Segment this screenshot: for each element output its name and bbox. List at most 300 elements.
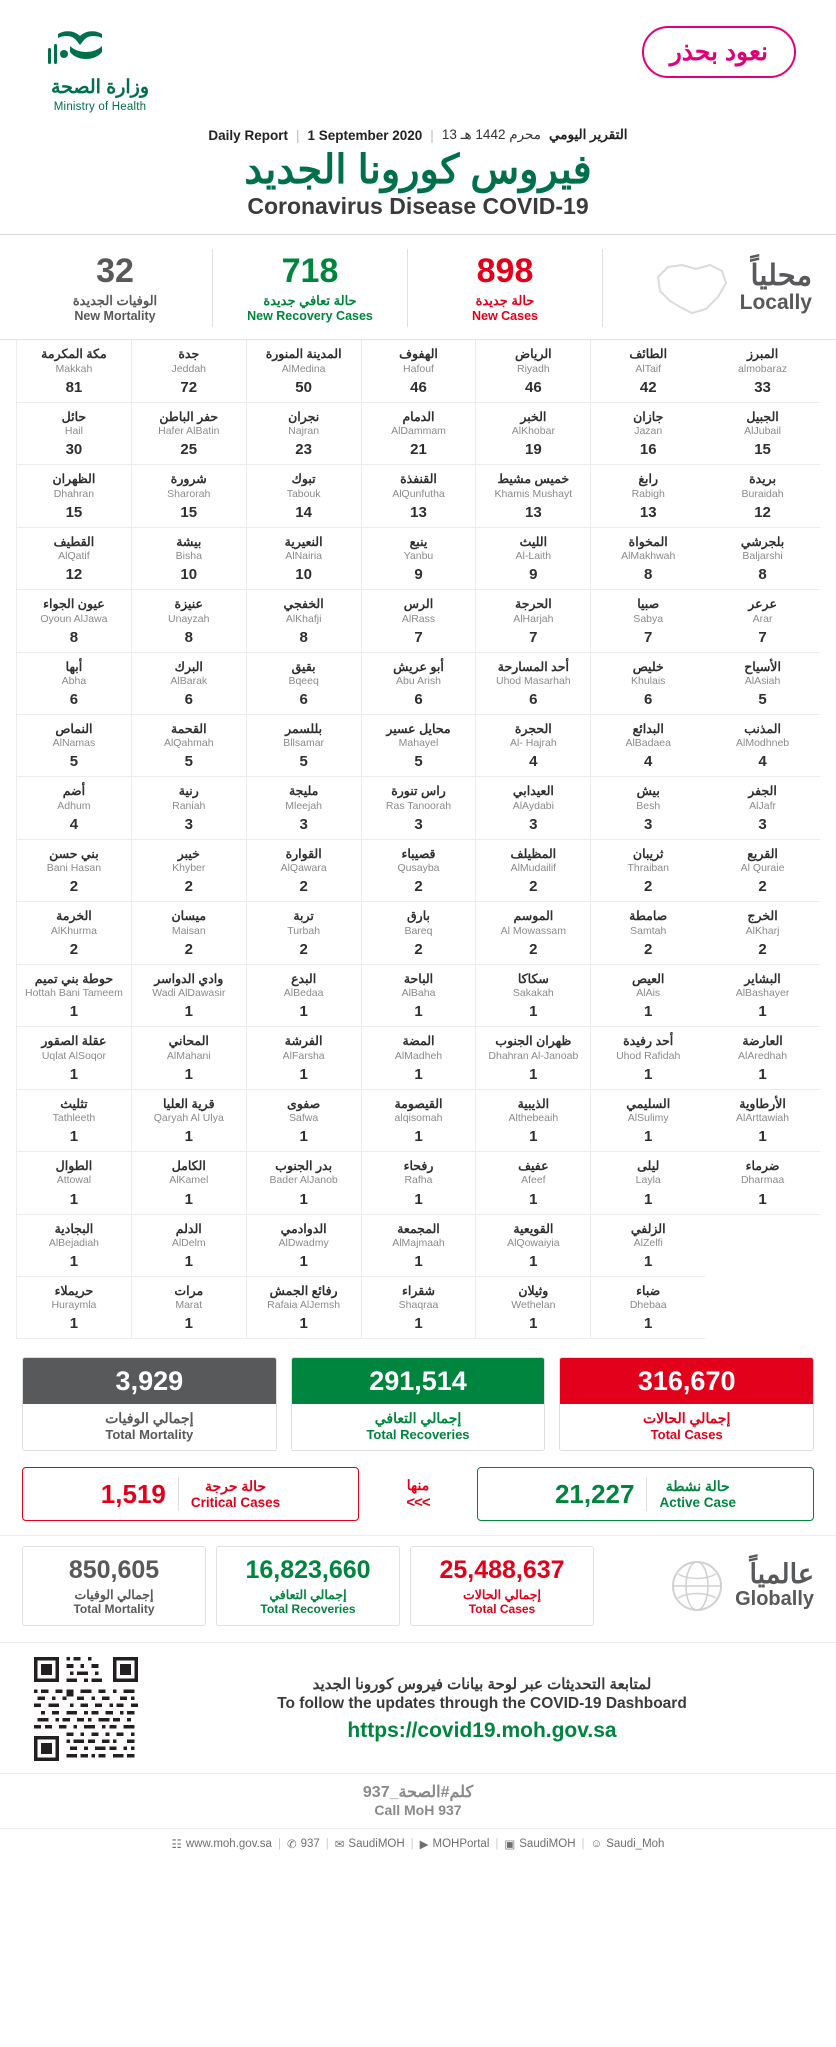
ministry-name-en: Ministry of Health	[53, 101, 147, 113]
city-case-count: 8	[758, 566, 767, 584]
city-case-count: 1	[529, 1128, 538, 1146]
active-cases-card	[477, 1467, 814, 1521]
city-name-en: Makkah	[55, 362, 93, 375]
city-name-en: Qusayba	[397, 862, 440, 875]
city-name-en: Bader AlJanob	[269, 1174, 338, 1187]
city-name-ar: المحاني	[168, 1034, 209, 1049]
city-cell	[16, 715, 131, 777]
city-name-ar: العيص	[632, 971, 665, 986]
city-cell	[361, 1090, 476, 1152]
city-name-ar: بقيق	[291, 659, 316, 674]
city-case-count: 1	[529, 1065, 538, 1083]
city-case-count: 3	[529, 815, 538, 833]
new-recoveries-value: 718	[281, 252, 339, 290]
city-case-count: 4	[644, 753, 653, 771]
city-name-en: AlKhurma	[50, 924, 97, 937]
city-case-count: 2	[299, 878, 308, 896]
city-name-ar: المضة	[402, 1034, 435, 1049]
city-cell	[131, 403, 246, 465]
daily-report-label-en: Daily Report	[208, 127, 288, 143]
footer-separator: |	[277, 1838, 281, 1851]
city-name-ar: الزلفي	[630, 1221, 666, 1236]
active-divider	[646, 1477, 647, 1511]
new-mortality-value: 32	[96, 252, 134, 290]
city-cell	[590, 840, 705, 902]
city-case-count: 13	[410, 503, 427, 521]
city-case-count: 10	[295, 566, 312, 584]
city-cell	[246, 1027, 361, 1089]
city-cell	[705, 902, 820, 964]
total-cases-card	[559, 1357, 814, 1451]
city-name-en: AlBadaea	[625, 737, 671, 750]
minha-label-ar: منها	[406, 1477, 430, 1494]
city-name-en: Najran	[288, 425, 320, 438]
total-mortality-labels	[23, 1404, 276, 1450]
city-name-ar: المجمعة	[397, 1221, 440, 1236]
critical-active-row	[0, 1457, 836, 1535]
city-name-en: Hafouf	[403, 362, 434, 375]
city-cell	[16, 590, 131, 652]
city-name-ar: البجادية	[54, 1221, 94, 1236]
city-name-en: AlBashayer	[735, 987, 790, 1000]
footer-item[interactable]	[172, 1837, 272, 1851]
city-cell	[246, 1277, 361, 1339]
city-name-en: Dharmaa	[740, 1174, 785, 1187]
city-name-en: Jazan	[634, 425, 663, 438]
city-case-count: 3	[184, 815, 193, 833]
locally-texts	[739, 259, 812, 315]
city-cell	[705, 403, 820, 465]
city-case-count: 6	[184, 691, 193, 709]
city-cell	[361, 777, 476, 839]
city-case-count: 12	[65, 566, 83, 584]
city-cell	[475, 1090, 590, 1152]
city-name-en: Rafha	[404, 1174, 433, 1187]
city-name-en: Unayzah	[168, 612, 210, 625]
city-cell	[16, 653, 131, 715]
city-name-ar: سكاكا	[517, 971, 549, 986]
city-case-count: 15	[65, 503, 83, 521]
city-case-count: 2	[299, 940, 308, 958]
city-cell	[590, 965, 705, 1027]
critical-cases-card	[22, 1467, 359, 1521]
city-case-count: 30	[65, 441, 83, 459]
city-name-en: Sabya	[633, 612, 664, 625]
city-case-count: 1	[414, 1128, 423, 1146]
city-name-en: Attowal	[56, 1174, 92, 1187]
city-name-en: Khamis Mushayt	[494, 487, 573, 500]
city-cell	[131, 653, 246, 715]
city-name-ar: حوطة بني تميم	[34, 971, 114, 986]
city-name-ar: المخواة	[628, 534, 668, 549]
locally-summary	[0, 235, 836, 339]
city-cell	[361, 340, 476, 402]
city-name-en: Arar	[752, 612, 773, 625]
city-cell	[361, 1027, 476, 1089]
total-cases-label-en: Total Cases	[650, 1427, 723, 1443]
city-name-ar: ظهران الجنوب	[495, 1034, 572, 1049]
city-case-count: 1	[529, 1003, 538, 1021]
city-name-en: alqisomah	[394, 1112, 443, 1125]
city-name-en: Uqlat AlSoqor	[41, 1049, 107, 1062]
city-cell	[131, 965, 246, 1027]
total-recoveries-label-en: Total Recoveries	[366, 1427, 470, 1443]
city-name-en: AlJafr	[749, 799, 776, 812]
city-cell	[16, 340, 131, 402]
global-mortality-value: 850,605	[68, 1556, 160, 1585]
city-cell	[246, 715, 361, 777]
city-case-count: 1	[184, 1190, 193, 1208]
city-cell	[361, 528, 476, 590]
city-cell	[131, 1027, 246, 1089]
city-name-en: Abha	[61, 674, 87, 687]
global-mortality-card	[22, 1546, 206, 1626]
city-name-ar: الحرجة	[515, 597, 552, 612]
city-case-count: 8	[644, 566, 653, 584]
city-name-ar: الهفوف	[399, 347, 438, 362]
city-case-count: 1	[69, 1252, 79, 1270]
city-cell	[475, 653, 590, 715]
city-case-count: 1	[299, 1065, 308, 1083]
city-case-count: 14	[295, 503, 312, 521]
city-cell	[590, 465, 705, 527]
city-case-count: 3	[758, 815, 767, 833]
city-name-ar: الليث	[519, 534, 548, 549]
city-case-count: 1	[299, 1190, 308, 1208]
city-case-count: 8	[69, 628, 79, 646]
city-name-ar: جدة	[178, 347, 200, 362]
city-name-ar: حريملاء	[54, 1283, 94, 1298]
city-name-ar: القيصومة	[394, 1096, 443, 1111]
city-cell	[590, 340, 705, 402]
city-case-count: 9	[414, 566, 423, 584]
city-name-en: AlNairia	[285, 550, 323, 563]
city-name-ar: قصيباء	[401, 846, 436, 861]
city-case-count: 1	[414, 1003, 423, 1021]
city-cell	[475, 840, 590, 902]
city-cell	[131, 715, 246, 777]
city-name-ar: رفحاء	[403, 1159, 434, 1174]
critical-divider	[178, 1477, 179, 1511]
city-cell	[16, 1152, 131, 1214]
moh-logo	[40, 26, 160, 113]
critical-cases-value: 1,519	[100, 1478, 166, 1509]
global-cases-label-ar: إجمالي الحالات	[463, 1588, 541, 1603]
page-header	[0, 0, 836, 121]
city-name-en: AlKhobar	[511, 425, 555, 438]
stat-new-recoveries	[213, 249, 408, 327]
city-name-ar: الطائف	[629, 347, 668, 362]
city-cell	[590, 1277, 705, 1339]
city-case-count: 1	[69, 1315, 79, 1333]
global-recoveries-label-en: Total Recoveries	[260, 1602, 356, 1617]
city-name-en: AlMudailif	[510, 862, 557, 875]
city-case-count: 7	[644, 628, 653, 646]
city-name-ar: الخبر	[520, 409, 547, 424]
city-name-en: Riyadh	[517, 362, 550, 375]
city-cell	[131, 590, 246, 652]
city-case-count: 23	[295, 441, 312, 459]
ministry-name-ar: وزارة الصحة	[50, 77, 150, 98]
city-name-en: Tabouk	[286, 487, 321, 500]
instagram-icon: ▣	[504, 1839, 516, 1852]
stat-new-cases	[408, 249, 603, 327]
total-mortality-label-en: Total Mortality	[105, 1427, 194, 1443]
city-name-en: Al-Laith	[515, 550, 552, 563]
city-name-ar: المبرز	[746, 347, 779, 362]
city-cell	[246, 902, 361, 964]
city-cell	[131, 465, 246, 527]
locally-heading	[603, 249, 818, 327]
footer-item-label: 937	[300, 1838, 320, 1851]
city-case-count: 2	[758, 878, 767, 896]
city-case-count: 1	[758, 1190, 767, 1208]
city-case-count: 2	[414, 878, 423, 896]
city-name-en: Layla	[635, 1174, 661, 1187]
city-name-en: AlMajmaah	[392, 1236, 445, 1249]
city-cell	[590, 715, 705, 777]
city-name-en: AlJubail	[744, 425, 781, 438]
globally-heading	[604, 1558, 814, 1614]
new-recoveries-label-ar: حالة تعافي جديدة	[263, 293, 357, 309]
city-case-count: 7	[414, 628, 423, 646]
city-cell	[590, 1215, 705, 1277]
city-case-count: 1	[529, 1315, 538, 1333]
city-case-count: 15	[754, 441, 771, 459]
city-case-count: 1	[299, 1315, 308, 1333]
city-cell	[590, 590, 705, 652]
city-name-ar: ينبع	[409, 534, 428, 549]
city-cell	[705, 528, 820, 590]
city-name-en: Dhahran Al-Janoab	[488, 1049, 579, 1062]
city-cell	[475, 590, 590, 652]
footer-separator: |	[410, 1838, 414, 1851]
page-title-en: Coronavirus Disease COVID-19	[247, 193, 589, 219]
city-cell	[16, 902, 131, 964]
city-name-ar: شرورة	[170, 472, 207, 487]
new-recoveries-label-en: New Recovery Cases	[247, 309, 373, 324]
city-cell	[131, 340, 246, 402]
city-name-ar: ضباء	[636, 1283, 661, 1298]
city-case-count: 6	[644, 691, 653, 709]
city-name-ar: المظيلف	[510, 846, 557, 861]
page-title-ar: فيروس كورونا الجديد	[244, 148, 592, 192]
city-name-ar: أضم	[62, 784, 86, 799]
critical-labels	[191, 1478, 280, 1510]
global-mortality-label-en: Total Mortality	[73, 1602, 155, 1617]
city-case-count: 9	[529, 566, 538, 584]
twitter-icon: ✉	[334, 1839, 345, 1852]
city-name-en: Adhum	[57, 799, 91, 812]
city-cell	[361, 1215, 476, 1277]
dashboard-text-ar: لمتابعة التحديثات عبر لوحة بيانات فيروس كورونا الجديد	[312, 1676, 652, 1694]
city-cell	[475, 777, 590, 839]
city-case-count: 1	[529, 1252, 538, 1270]
city-cell	[131, 902, 246, 964]
city-cell	[475, 1215, 590, 1277]
city-case-count: 10	[180, 566, 198, 584]
city-cell	[131, 1090, 246, 1152]
city-name-ar: الدلم	[175, 1221, 202, 1236]
city-name-en: Afeef	[521, 1174, 546, 1187]
city-name-ar: الكامل	[171, 1159, 206, 1174]
footer-item[interactable]	[420, 1837, 490, 1851]
city-name-ar: الباحة	[403, 971, 434, 986]
global-cases-value: 25,488,637	[439, 1556, 565, 1585]
city-case-count: 6	[414, 691, 423, 709]
city-name-en: Rabigh	[631, 487, 665, 500]
city-case-count: 6	[529, 691, 538, 709]
city-name-ar: وثيلان	[518, 1283, 549, 1298]
city-name-ar: عفيف	[518, 1159, 549, 1174]
city-cell	[361, 403, 476, 465]
city-name-en: AlDwadmy	[278, 1236, 329, 1249]
city-case-count: 2	[529, 940, 538, 958]
total-recoveries-card	[291, 1357, 546, 1451]
qr-code-icon[interactable]	[34, 1657, 138, 1761]
city-case-count: 1	[644, 1065, 653, 1083]
saudi-arabia-map-icon	[652, 257, 730, 319]
global-recoveries-label-ar: إجمالي التعافي	[269, 1588, 347, 1603]
city-cell	[590, 777, 705, 839]
stat-new-mortality	[18, 249, 213, 327]
local-totals-row	[0, 1339, 836, 1457]
dashboard-url[interactable]: https://covid19.moh.gov.sa	[347, 1719, 617, 1743]
city-name-ar: القويعية	[513, 1221, 554, 1236]
youtube-icon: ▶	[419, 1839, 429, 1852]
city-name-en: AlAredhah	[738, 1049, 788, 1062]
city-case-count: 42	[639, 378, 657, 396]
city-name-ar: نجران	[288, 409, 320, 424]
city-name-ar: رفائع الجمش	[269, 1283, 338, 1298]
city-name-ar: النماص	[55, 722, 93, 737]
global-cases-label-en: Total Cases	[468, 1602, 536, 1617]
city-case-count: 1	[184, 1252, 193, 1270]
city-name-ar: خليص	[632, 659, 664, 674]
active-cases-value: 21,227	[554, 1478, 635, 1509]
city-case-count: 46	[525, 378, 542, 396]
city-name-en: Raniah	[172, 799, 206, 812]
city-name-ar: عقلة الصقور	[41, 1034, 107, 1049]
city-cell	[16, 1090, 131, 1152]
city-name-ar: بني حسن	[49, 846, 99, 861]
city-name-en: Mahayel	[398, 737, 439, 750]
city-cell	[246, 1152, 361, 1214]
city-name-ar: أحد المسارحة	[497, 659, 569, 674]
city-name-en: Buraidah	[741, 487, 784, 500]
city-cell	[131, 777, 246, 839]
total-cases-value: 316,670	[560, 1358, 813, 1404]
footer-item[interactable]	[591, 1838, 665, 1850]
total-cases-labels	[560, 1404, 813, 1450]
critical-label-ar: حالة حرجة	[204, 1478, 267, 1495]
city-name-en: Marat	[175, 1299, 203, 1312]
city-name-en: AlKharj	[745, 924, 780, 937]
campaign-label: نعود بحذر	[669, 38, 768, 66]
city-case-count: 1	[299, 1003, 308, 1021]
new-mortality-label-ar: الوفيات الجديدة	[72, 293, 158, 309]
city-name-en: AlBarak	[170, 674, 208, 687]
city-case-count: 81	[65, 378, 83, 396]
active-label-en: Active Case	[659, 1495, 737, 1511]
city-cell	[475, 465, 590, 527]
city-name-ar: صفوى	[287, 1096, 321, 1111]
call-label-en: Call MoH 937	[374, 1802, 462, 1819]
city-cell	[16, 465, 131, 527]
city-name-ar: ضرماء	[745, 1159, 780, 1174]
footer-item-label: SaudiMOH	[519, 1838, 576, 1851]
city-cell	[16, 1277, 131, 1339]
city-case-count: 1	[758, 1003, 767, 1021]
city-name-en: AlQahmah	[163, 737, 214, 750]
city-name-en: AlAis	[636, 987, 661, 1000]
city-case-count: 12	[754, 503, 771, 521]
city-name-en: Rafaia AlJemsh	[267, 1299, 341, 1312]
footer-item[interactable]	[335, 1837, 405, 1851]
city-case-count: 6	[299, 691, 308, 709]
city-name-en: AlKhafji	[285, 612, 322, 625]
footer-item-label: SaudiMOH	[348, 1838, 405, 1851]
city-cell	[705, 340, 820, 402]
footer-item[interactable]	[287, 1837, 320, 1851]
city-case-count: 1	[758, 1128, 767, 1146]
city-cell	[16, 528, 131, 590]
city-case-count: 2	[529, 878, 538, 896]
city-name-ar: بلجرشي	[740, 534, 785, 549]
city-cell	[246, 777, 361, 839]
city-cell	[705, 653, 820, 715]
city-name-en: Turbah	[287, 924, 321, 937]
city-cell	[361, 840, 476, 902]
city-name-ar: حفر الباطن	[159, 409, 219, 424]
total-recoveries-label-ar: إجمالي التعافي	[374, 1410, 462, 1427]
phone-icon: ✆	[286, 1839, 297, 1852]
city-name-ar: محايل عسير	[386, 722, 451, 737]
city-cell	[705, 965, 820, 1027]
city-name-ar: الخفجي	[283, 597, 324, 612]
city-cell	[705, 1152, 820, 1214]
city-cell	[475, 528, 590, 590]
city-name-ar: أبو عريش	[393, 659, 444, 674]
city-name-en: Al Mowassam	[500, 924, 567, 937]
city-case-count: 1	[414, 1315, 423, 1333]
city-name-ar: البدع	[291, 971, 317, 986]
city-name-ar: الرياض	[515, 347, 552, 362]
city-name-en: AlBedaa	[283, 987, 324, 1000]
city-cell	[475, 1152, 590, 1214]
social-footer	[0, 1828, 836, 1861]
city-case-count: 1	[69, 1190, 79, 1208]
city-cell	[361, 465, 476, 527]
footer-separator: |	[325, 1838, 329, 1851]
city-name-ar: مليجة	[288, 784, 319, 799]
city-name-ar: أبها	[65, 659, 83, 674]
city-cell	[361, 590, 476, 652]
city-name-en: AlAsiah	[744, 674, 781, 687]
globally-section	[0, 1535, 836, 1642]
city-case-count: 3	[299, 815, 308, 833]
city-name-en: Bqeeq	[288, 674, 319, 687]
city-cell	[16, 403, 131, 465]
city-cell	[475, 340, 590, 402]
city-name-ar: السليمي	[626, 1096, 671, 1111]
city-case-count: 6	[69, 691, 79, 709]
city-cell	[246, 1090, 361, 1152]
city-name-ar: عرعر	[748, 597, 777, 612]
global-recoveries-value: 16,823,660	[245, 1556, 371, 1585]
footer-item[interactable]	[504, 1837, 575, 1851]
daily-report-label-ar: التقرير اليومي	[548, 127, 628, 142]
